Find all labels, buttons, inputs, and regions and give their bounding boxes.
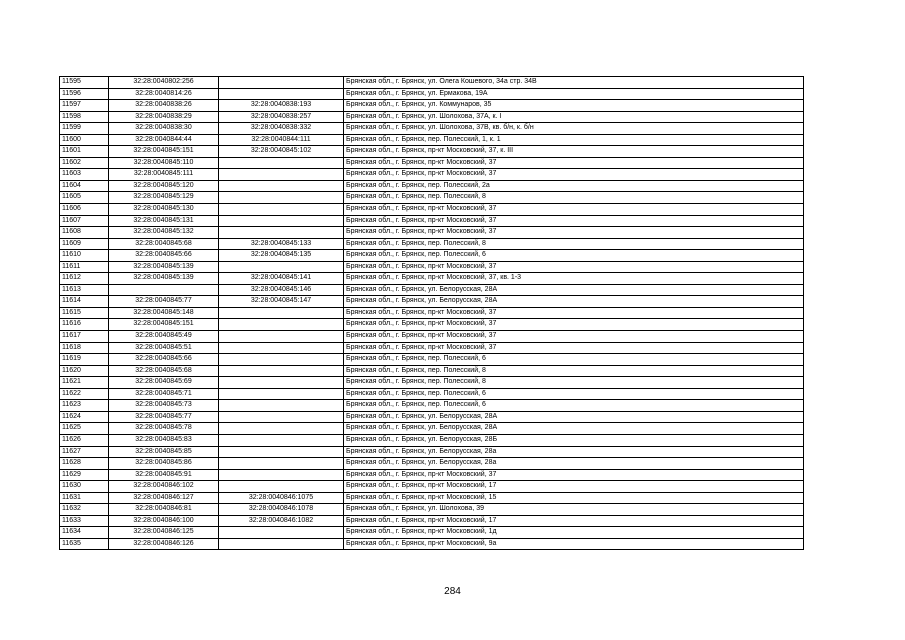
table-row [60,238,804,250]
row-number-cell: 11595 [60,77,109,89]
address-cell: Брянская обл., г. Брянск, пр-кт Московский, 37 [344,169,804,181]
cadastral-number-cell: 32:28:0040845:91 [109,469,219,481]
cadastral-number-cell: 32:28:0040838:26 [109,100,219,112]
address-cell: Брянская обл., г. Брянск, ул. Коммунаров, 35 [344,100,804,112]
address-cell: Брянская обл., г. Брянск, пр-кт Московский, 37 [344,319,804,331]
previous-cadastral-number-cell [219,169,344,181]
address-cell: Брянская обл., г. Брянск, ул. Шолохова, 37В, кв. б/н, к. б/н [344,123,804,135]
row-number-cell: 11604 [60,180,109,192]
row-number-cell: 11627 [60,446,109,458]
row-number-cell: 11603 [60,169,109,181]
address-cell: Брянская обл., г. Брянск, пр-кт Московский, 37, кв. 1-3 [344,273,804,285]
previous-cadastral-number-cell [219,365,344,377]
address-cell: Брянская обл., г. Брянск, ул. Шолохова, 39 [344,504,804,516]
address-cell: Брянская обл., г. Брянск, ул. Белорусская, 28А [344,411,804,423]
table-row [60,515,804,527]
previous-cadastral-number-cell: 32:28:0040846:1078 [219,504,344,516]
table-row [60,192,804,204]
table-row [60,411,804,423]
table-row [60,273,804,285]
cadastral-number-cell: 32:28:0040845:110 [109,157,219,169]
address-cell: Брянская обл., г. Брянск, пр-кт Московский, 9а [344,538,804,550]
row-number-cell: 11623 [60,400,109,412]
address-cell: Брянская обл., г. Брянск, ул. Белорусская, 28А [344,296,804,308]
row-number-cell: 11611 [60,261,109,273]
address-cell: Брянская обл., г. Брянск, ул. Белорусская, 28А [344,423,804,435]
cadastral-number-cell: 32:28:0040845:51 [109,342,219,354]
cadastral-number-cell: 32:28:0040814:26 [109,88,219,100]
previous-cadastral-number-cell: 32:28:0040845:147 [219,296,344,308]
address-cell: Брянская обл., г. Брянск, ул. Белорусская, 28а [344,446,804,458]
table-row [60,331,804,343]
address-cell: Брянская обл., г. Брянск, пр-кт Московский, 37 [344,261,804,273]
cadastral-number-cell: 32:28:0040845:129 [109,192,219,204]
row-number-cell: 11613 [60,284,109,296]
cadastral-number-cell: 32:28:0040845:71 [109,388,219,400]
table-row [60,527,804,539]
cadastral-number-cell: 32:28:0040845:151 [109,319,219,331]
cadastral-number-cell: 32:28:0040846:100 [109,515,219,527]
previous-cadastral-number-cell [219,388,344,400]
cadastral-number-cell: 32:28:0040845:49 [109,331,219,343]
row-number-cell: 11631 [60,492,109,504]
table-row [60,319,804,331]
cadastral-number-cell: 32:28:0040845:111 [109,169,219,181]
row-number-cell: 11624 [60,411,109,423]
previous-cadastral-number-cell [219,319,344,331]
cadastral-number-cell: 32:28:0040845:77 [109,296,219,308]
cadastral-number-cell: 32:28:0040802:256 [109,77,219,89]
cadastral-number-cell: 32:28:0040845:139 [109,273,219,285]
cadastral-number-cell: 32:28:0040846:81 [109,504,219,516]
table-row [60,538,804,550]
previous-cadastral-number-cell [219,354,344,366]
row-number-cell: 11598 [60,111,109,123]
previous-cadastral-number-cell [219,423,344,435]
row-number-cell: 11629 [60,469,109,481]
previous-cadastral-number-cell [219,307,344,319]
address-cell: Брянская обл., г. Брянск, пр-кт Московский, 37 [344,331,804,343]
address-cell: Брянская обл., г. Брянск, пер. Полесский, 6 [344,354,804,366]
previous-cadastral-number-cell [219,215,344,227]
previous-cadastral-number-cell [219,180,344,192]
cadastral-number-cell: 32:28:0040845:85 [109,446,219,458]
previous-cadastral-number-cell [219,227,344,239]
previous-cadastral-number-cell: 32:28:0040838:332 [219,123,344,135]
previous-cadastral-number-cell: 32:28:0040845:141 [219,273,344,285]
cadastral-number-cell: 32:28:0040845:86 [109,458,219,470]
cadastral-number-cell: 32:28:0040845:132 [109,227,219,239]
previous-cadastral-number-cell [219,538,344,550]
table-row [60,169,804,181]
previous-cadastral-number-cell [219,77,344,89]
address-cell: Брянская обл., г. Брянск, пр-кт Московский, 37, к. III [344,146,804,158]
table-row [60,400,804,412]
address-cell: Брянская обл., г. Брянск, пер. Полесский, 2а [344,180,804,192]
previous-cadastral-number-cell [219,342,344,354]
table-row [60,100,804,112]
row-number-cell: 11617 [60,331,109,343]
table-row [60,123,804,135]
table-row [60,296,804,308]
address-cell: Брянская обл., г. Брянск, пер. Полесский, 8 [344,192,804,204]
table-row [60,423,804,435]
address-cell: Брянская обл., г. Брянск, пр-кт Московский, 37 [344,227,804,239]
row-number-cell: 11605 [60,192,109,204]
table-row [60,157,804,169]
cadastral-number-cell: 32:28:0040845:66 [109,354,219,366]
table-row [60,481,804,493]
cadastral-number-cell: 32:28:0040844:44 [109,134,219,146]
row-number-cell: 11618 [60,342,109,354]
address-cell: Брянская обл., г. Брянск, пер. Полесский, 6 [344,388,804,400]
cadastral-number-cell: 32:28:0040846:126 [109,538,219,550]
address-cell: Брянская обл., г. Брянск, пр-кт Московский, 15 [344,492,804,504]
cadastral-number-cell: 32:28:0040838:30 [109,123,219,135]
row-number-cell: 11628 [60,458,109,470]
previous-cadastral-number-cell [219,458,344,470]
previous-cadastral-number-cell [219,331,344,343]
cadastral-number-cell: 32:28:0040845:148 [109,307,219,319]
table-row [60,434,804,446]
cadastral-number-cell: 32:28:0040845:120 [109,180,219,192]
table-row [60,261,804,273]
row-number-cell: 11614 [60,296,109,308]
previous-cadastral-number-cell [219,377,344,389]
address-cell: Брянская обл., г. Брянск, ул. Олега Кошевого, 34а стр. 34В [344,77,804,89]
address-cell: Брянская обл., г. Брянск, ул. Белорусская, 28а [344,458,804,470]
previous-cadastral-number-cell: 32:28:0040845:133 [219,238,344,250]
address-cell: Брянская обл., г. Брянск, пр-кт Московский, 17 [344,515,804,527]
row-number-cell: 11607 [60,215,109,227]
table-row [60,469,804,481]
previous-cadastral-number-cell: 32:28:0040846:1075 [219,492,344,504]
table-row [60,446,804,458]
table-row [60,492,804,504]
previous-cadastral-number-cell [219,411,344,423]
table-row [60,215,804,227]
address-cell: Брянская обл., г. Брянск, пер. Полесский, 1, к. 1 [344,134,804,146]
address-cell: Брянская обл., г. Брянск, ул. Ермакова, 19А [344,88,804,100]
address-cell: Брянская обл., г. Брянск, пр-кт Московский, 17 [344,481,804,493]
row-number-cell: 11601 [60,146,109,158]
cadastral-number-cell: 32:28:0040845:73 [109,400,219,412]
table-row [60,365,804,377]
cadastral-number-cell: 32:28:0040845:130 [109,204,219,216]
address-cell: Брянская обл., г. Брянск, пр-кт Московский, 37 [344,215,804,227]
table-row [60,377,804,389]
cadastral-number-cell: 32:28:0040845:66 [109,250,219,262]
address-cell: Брянская обл., г. Брянск, пер. Полесский, 6 [344,400,804,412]
address-cell: Брянская обл., г. Брянск, пер. Полесский, 8 [344,238,804,250]
previous-cadastral-number-cell: 32:28:0040846:1082 [219,515,344,527]
cadastral-number-cell: 32:28:0040845:77 [109,411,219,423]
table-row [60,342,804,354]
address-cell: Брянская обл., г. Брянск, пр-кт Московский, 37 [344,204,804,216]
row-number-cell: 11616 [60,319,109,331]
previous-cadastral-number-cell [219,400,344,412]
cadastral-number-cell: 32:28:0040838:29 [109,111,219,123]
previous-cadastral-number-cell [219,88,344,100]
table-row [60,204,804,216]
row-number-cell: 11630 [60,481,109,493]
cadastral-number-cell: 32:28:0040845:68 [109,238,219,250]
address-cell: Брянская обл., г. Брянск, пер. Полесский, 8 [344,377,804,389]
previous-cadastral-number-cell: 32:28:0040845:135 [219,250,344,262]
previous-cadastral-number-cell [219,527,344,539]
row-number-cell: 11632 [60,504,109,516]
page-number: 284 [444,586,461,597]
previous-cadastral-number-cell [219,192,344,204]
row-number-cell: 11619 [60,354,109,366]
row-number-cell: 11597 [60,100,109,112]
table-row [60,134,804,146]
previous-cadastral-number-cell: 32:28:0040838:257 [219,111,344,123]
row-number-cell: 11606 [60,204,109,216]
address-cell: Брянская обл., г. Брянск, пер. Полесский, 8 [344,365,804,377]
previous-cadastral-number-cell: 32:28:0040844:111 [219,134,344,146]
cadastral-number-cell: 32:28:0040845:83 [109,434,219,446]
previous-cadastral-number-cell [219,261,344,273]
previous-cadastral-number-cell [219,446,344,458]
cadastral-number-cell: 32:28:0040845:78 [109,423,219,435]
row-number-cell: 11596 [60,88,109,100]
previous-cadastral-number-cell [219,469,344,481]
address-cell: Брянская обл., г. Брянск, ул. Белорусская, 28А [344,284,804,296]
row-number-cell: 11633 [60,515,109,527]
row-number-cell: 11612 [60,273,109,285]
row-number-cell: 11621 [60,377,109,389]
address-cell: Брянская обл., г. Брянск, пр-кт Московский, 37 [344,342,804,354]
table-row [60,307,804,319]
cadastral-number-cell: 32:28:0040845:151 [109,146,219,158]
cadastral-number-cell: 32:28:0040845:68 [109,365,219,377]
row-number-cell: 11600 [60,134,109,146]
previous-cadastral-number-cell: 32:28:0040838:193 [219,100,344,112]
row-number-cell: 11608 [60,227,109,239]
address-cell: Брянская обл., г. Брянск, пр-кт Московский, 37 [344,307,804,319]
row-number-cell: 11602 [60,157,109,169]
cadastral-number-cell: 32:28:0040846:102 [109,481,219,493]
address-cell: Брянская обл., г. Брянск, пр-кт Московский, 37 [344,469,804,481]
previous-cadastral-number-cell [219,157,344,169]
table-row [60,180,804,192]
address-cell: Брянская обл., г. Брянск, пр-кт Московский, 37 [344,157,804,169]
table-row [60,146,804,158]
row-number-cell: 11620 [60,365,109,377]
row-number-cell: 11625 [60,423,109,435]
registry-table-body [60,77,804,550]
address-cell: Брянская обл., г. Брянск, ул. Белорусская, 28Б [344,434,804,446]
row-number-cell: 11634 [60,527,109,539]
registry-table [59,76,804,550]
cadastral-number-cell [109,284,219,296]
previous-cadastral-number-cell [219,481,344,493]
row-number-cell: 11635 [60,538,109,550]
address-cell: Брянская обл., г. Брянск, ул. Шолохова, 37А, к. I [344,111,804,123]
cadastral-number-cell: 32:28:0040846:125 [109,527,219,539]
address-cell: Брянская обл., г. Брянск, пр-кт Московский, 1д [344,527,804,539]
cadastral-number-cell: 32:28:0040845:139 [109,261,219,273]
table-row [60,227,804,239]
previous-cadastral-number-cell: 32:28:0040845:102 [219,146,344,158]
row-number-cell: 11615 [60,307,109,319]
table-row [60,284,804,296]
table-row [60,250,804,262]
cadastral-number-cell: 32:28:0040845:131 [109,215,219,227]
row-number-cell: 11622 [60,388,109,400]
table-row [60,458,804,470]
table-row [60,388,804,400]
previous-cadastral-number-cell [219,204,344,216]
row-number-cell: 11609 [60,238,109,250]
cadastral-number-cell: 32:28:0040846:127 [109,492,219,504]
table-row [60,504,804,516]
table-row [60,111,804,123]
table-row [60,354,804,366]
previous-cadastral-number-cell [219,434,344,446]
previous-cadastral-number-cell: 32:28:0040845:146 [219,284,344,296]
table-row [60,88,804,100]
row-number-cell: 11599 [60,123,109,135]
table-row [60,77,804,89]
address-cell: Брянская обл., г. Брянск, пер. Полесский, 6 [344,250,804,262]
cadastral-number-cell: 32:28:0040845:69 [109,377,219,389]
row-number-cell: 11610 [60,250,109,262]
row-number-cell: 11626 [60,434,109,446]
